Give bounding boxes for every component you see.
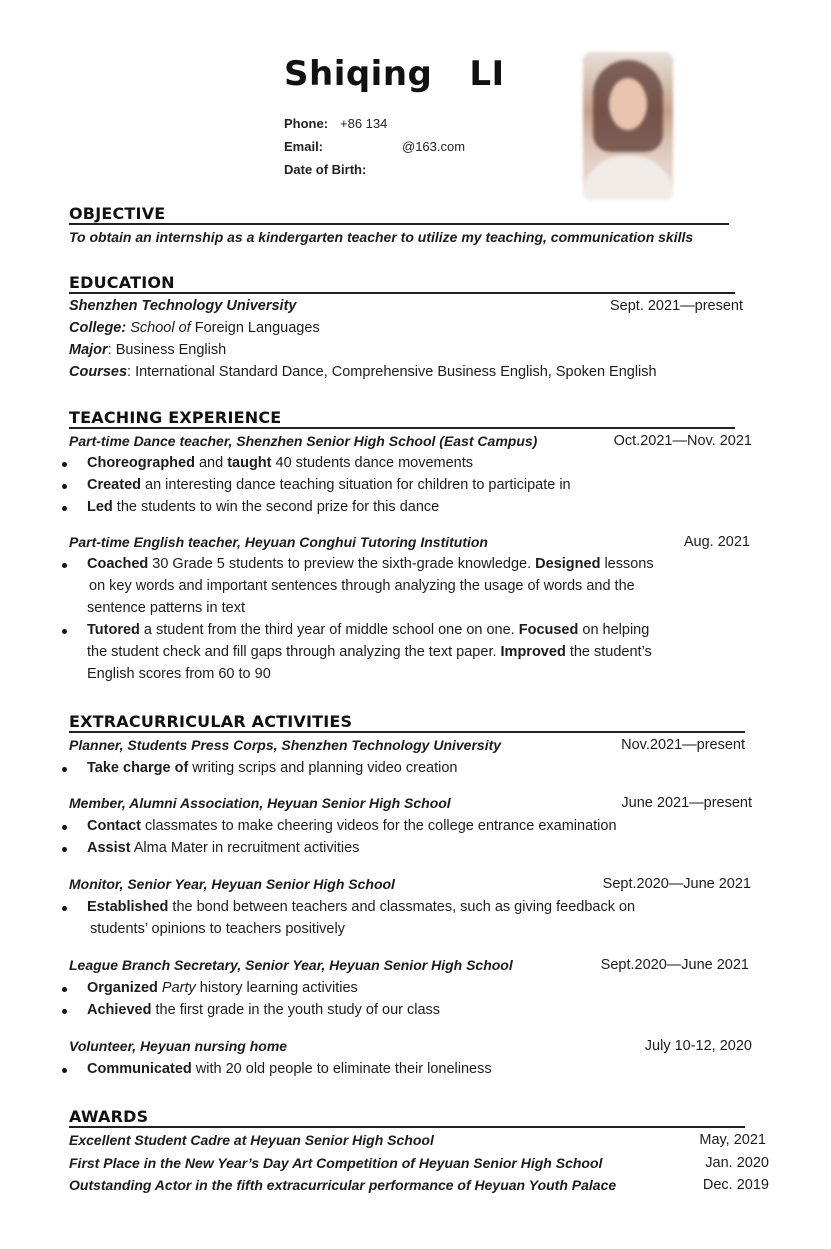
activity1-item-1-verb: Take charge of [87, 760, 189, 776]
activity4-item-1-verb: Organized [87, 980, 158, 996]
dob-row [284, 158, 465, 181]
activity5-item-1-verb: Communicated [87, 1061, 192, 1077]
education-college [69, 320, 320, 336]
job2-item-2-rest: a student from the third year of middle school one on one. [139, 622, 519, 638]
education-date: Sept. 2021—present [609, 298, 743, 314]
job1-item-2-verb: Created [87, 477, 141, 493]
activity2-date: June 2021—present [621, 795, 752, 811]
awards-heading: AWARDS [69, 1107, 149, 1126]
extracurricular-rule [69, 731, 745, 733]
award-3-date: Dec. 2019 [702, 1177, 769, 1193]
job1-bullet-3 [62, 506, 67, 511]
college-rest: Foreign Languages [194, 320, 320, 336]
activity2-item-2-verb: Assist [87, 840, 131, 856]
activity4-bullet-1 [62, 987, 67, 992]
photo-face [609, 78, 647, 130]
job2-item-2-verb2: Focused [518, 622, 579, 638]
activity2-title: Member, Alumni Association, Heyuan Senior High School [69, 795, 451, 811]
education-school: Shenzhen Technology University [69, 298, 297, 314]
award-1: Excellent Student Cadre at Heyuan Senior High School [69, 1132, 434, 1148]
job2-item-1-verb: Coached [87, 556, 149, 572]
dob-label: Date of Birth: [284, 162, 367, 177]
teaching-heading: TEACHING EXPERIENCE [69, 408, 282, 427]
activity2-item-2 [87, 840, 359, 856]
activity4-item-1-rest: history learning activities [195, 980, 358, 996]
activity1-title: Planner, Students Press Corps, Shenzhen Technology University [69, 737, 502, 753]
activity5-date: July 10-12, 2020 [644, 1038, 752, 1054]
photo-shoulders [583, 156, 673, 200]
job2-item-1-line3: sentence patterns in text [87, 600, 245, 616]
job2-item-2-line2 [87, 644, 652, 660]
activity3-title: Monitor, Senior Year, Heyuan Senior High School [69, 876, 395, 892]
job1-item-1-mid: and [194, 455, 228, 471]
job1-item-1-rest: 40 students dance movements [271, 455, 474, 471]
job1-item-3-rest: the students to win the second prize for this dance [112, 499, 440, 515]
activity5-item-1 [87, 1061, 492, 1077]
job2-item-1-rest: 30 Grade 5 students to preview the sixth-grade knowledge. [148, 556, 536, 572]
activity4-title: League Branch Secretary, Senior Year, Heyuan Senior High School [69, 957, 513, 973]
job2-item-2-line3: English scores from 60 to 90 [87, 666, 271, 682]
college-italic: School of [130, 320, 191, 336]
teaching-rule [69, 427, 735, 429]
job1-item-2 [87, 477, 571, 493]
award-3: Outstanding Actor in the fifth extracurricular performance of Heyuan Youth Palace [69, 1177, 617, 1193]
job2-item-2-verb: Tutored [87, 622, 140, 638]
job2-item-2-rest2: on helping [578, 622, 650, 638]
award-2: First Place in the New Year’s Day Art Competition of Heyuan Senior High School [69, 1155, 603, 1171]
email-row [284, 135, 465, 158]
job2-bullet-1 [62, 563, 67, 568]
activity3-bullet-1 [62, 906, 67, 911]
activity4-item-1 [87, 980, 358, 996]
profile-photo [583, 52, 673, 200]
activity2-bullet-2 [62, 847, 67, 852]
education-courses [69, 364, 657, 380]
job1-item-3 [87, 499, 439, 515]
awards-rule [69, 1126, 745, 1128]
activity3-item-1-line2: students’ opinions to teachers positively [90, 921, 345, 937]
phone-label: Phone: [284, 116, 329, 131]
activity2-item-1-verb: Contact [87, 818, 141, 834]
job1-title: Part-time Dance teacher, Shenzhen Senior High School (East Campus) [69, 433, 538, 449]
education-major [69, 342, 226, 358]
job1-item-1-verb2: taught [227, 455, 272, 471]
extracurricular-heading: EXTRACURRICULAR ACTIVITIES [69, 712, 353, 731]
activity4-item-1-italic: Party [157, 980, 196, 996]
activity4-date: Sept.2020—June 2021 [600, 957, 749, 973]
job1-date: Oct.2021—Nov. 2021 [613, 433, 752, 449]
job1-bullet-1 [62, 462, 67, 467]
job2-item-1-line2: on key words and important sentences through analyzing the usage of words and the [89, 578, 635, 594]
activity4-item-2-rest: the first grade in the youth study of our class [151, 1002, 441, 1018]
award-1-date: May, 2021 [699, 1132, 766, 1148]
job2-title: Part-time English teacher, Heyuan Conghui Tutoring Institution [69, 534, 488, 550]
activity4-item-2 [87, 1002, 440, 1018]
phone-value: +86 134 [340, 116, 388, 131]
candidate-name: Shiqing LI [284, 54, 505, 94]
education-heading: EDUCATION [69, 273, 175, 292]
job2-item-1-rest2: lessons [600, 556, 654, 572]
activity1-item-1-rest: writing scrips and planning video creation [188, 760, 458, 776]
job2-item-2-line2-b: the student’s [565, 644, 652, 660]
job2-item-2-line2-verb: Improved [500, 644, 566, 660]
job2-item-2 [87, 622, 649, 638]
email-value: @163.com [402, 139, 466, 154]
phone-row [284, 112, 465, 135]
job2-item-1 [87, 556, 654, 572]
job1-item-3-verb: Led [87, 499, 113, 515]
job2-item-2-line2-a: the student check and fill gaps through analyzing the text paper. [87, 644, 501, 660]
activity2-bullet-1 [62, 825, 67, 830]
job1-bullet-2 [62, 484, 67, 489]
major-label: Major [69, 342, 108, 358]
activity1-date: Nov.2021—present [621, 737, 745, 753]
activity1-bullet-1 [62, 767, 67, 772]
job2-date: Aug. 2021 [683, 534, 750, 550]
activity4-item-2-verb: Achieved [87, 1002, 152, 1018]
activity5-item-1-rest: with 20 old people to eliminate their loneliness [191, 1061, 492, 1077]
objective-rule [69, 223, 729, 225]
objective-heading: OBJECTIVE [69, 204, 166, 223]
activity3-item-1 [87, 899, 635, 915]
activity2-item-1 [87, 818, 617, 834]
objective-text: To obtain an internship as a kindergarten teacher to utilize my teaching, communication skills [69, 229, 694, 245]
activity5-bullet-1 [62, 1068, 67, 1073]
activity3-date: Sept.2020—June 2021 [602, 876, 751, 892]
college-label: College: [69, 320, 127, 336]
job2-bullet-2 [62, 629, 67, 634]
education-rule [69, 292, 735, 294]
activity4-bullet-2 [62, 1009, 67, 1014]
activity3-item-1-verb: Established [87, 899, 169, 915]
email-label: Email: [284, 139, 324, 154]
major-value: : Business English [107, 342, 227, 358]
job1-item-1-verb: Choreographed [87, 455, 195, 471]
job1-item-2-rest: an interesting dance teaching situation for children to participate in [141, 477, 571, 493]
activity2-item-2-rest: Alma Mater in recruitment activities [130, 840, 360, 856]
activity5-title: Volunteer, Heyuan nursing home [69, 1038, 288, 1054]
contact-block [284, 112, 465, 181]
activity1-item-1 [87, 760, 458, 776]
award-2-date: Jan. 2020 [705, 1155, 769, 1171]
courses-value: : International Standard Dance, Comprehensive Business English, Spoken English [127, 364, 657, 380]
activity3-item-1-rest: the bond between teachers and classmates, such as giving feedback on [168, 899, 636, 915]
job1-item-1 [87, 455, 473, 471]
job2-item-1-verb2: Designed [535, 556, 601, 572]
activity2-item-1-rest: classmates to make cheering videos for the college entrance examination [140, 818, 617, 834]
courses-label: Courses [69, 364, 128, 380]
